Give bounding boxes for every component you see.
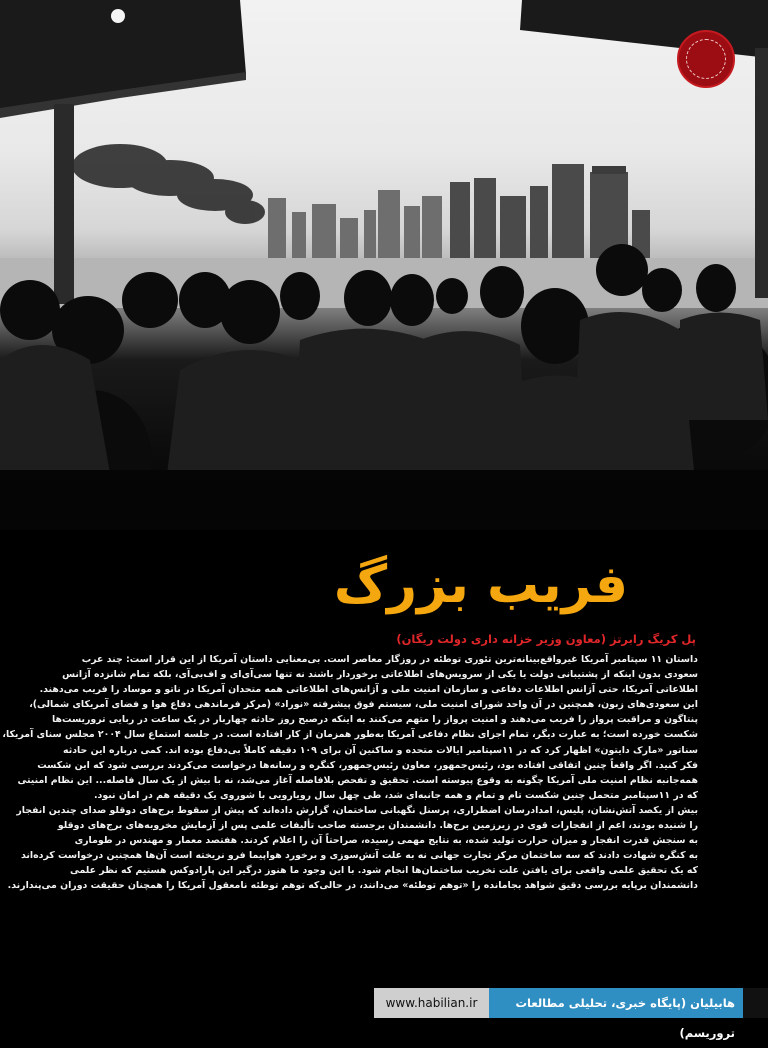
article-body	[2, 652, 698, 894]
body-line: سناتور «مارک دایتون» اظهار کرد که در ۱۱سپتامبر ایالات متحده و ساکنین آن برای ۱۰۹ دقیقه کاملاً بی‌دفاع بوده اند. کمی درباره این حادثه	[63, 744, 698, 756]
body-line: این سعودی‌های زبون، همچنین در آن واحد شورای امنیت ملی، سیستم فوق پیشرفته «نوراد» (مرکز فرماندهی دفاع هوا و فضای آمریکای شمالی)،	[29, 699, 698, 711]
body-line: به سنجش قدرت انفجار و میزان حرارت تولید شده، به نتایج مهمی رسیده، صراحتاً آن را اعلام کردند. هفتصد معمار و مهندس در طوماری	[74, 835, 698, 847]
footer-bar	[0, 986, 768, 1040]
habilian-logo-icon	[743, 988, 768, 1018]
body-line: فکر کنید. اگر واقعاً چنین اتفاقی افتاده بود، رئیس‌جمهور، معاون رئیس‌جمهور، کنگره و رسانه‌ها درخواست می‌کردند بررسی شود که این شکست	[37, 759, 698, 771]
body-line: سعودی بدون اینکه از پشتیبانی دولت یا یکی از سرویس‌های اطلاعاتی برخوردار باشند نه تنها سی‌آی‌ای و اف‌بی‌آی، بلکه تمام شانزده آژانس	[62, 669, 698, 681]
seal-inner-ring	[686, 39, 726, 79]
organization-name: هابیلیان (پایگاه خبری، تحلیلی مطالعات تروریسم)	[489, 988, 743, 1018]
article-title: فریب بزرگ	[333, 555, 628, 615]
body-line: شکست خورده است؛ به عبارت دیگر، تمام اجزای نظام دفاعی آمریکا به‌طور همزمان از کار افتاده است. در جلسه استماع سال ۲۰۰۴ مجلس سنای آمریکا،	[2, 729, 698, 741]
body-line: را شنیده بودند، اعم از انفجارات قوی در زیرزمین برج‌ها. دانشمندان برجسته صاحب تألیفات علمی پس از آزمایش مخروبه‌های برج‌های دوقلو	[57, 820, 698, 832]
body-line: داستان ۱۱ سپتامبر آمریکا غیرواقع‌بینانه‌ترین تئوری توطئه در روزگار معاصر است. بی‌معنایی داستان آمریکا از این قرار است: چند عرب	[81, 654, 698, 665]
body-line: دانشمندان برپایه بررسی دقیق شواهد بجامانده را «توهم توطئه» می‌دانند، در حالی‌که توهم توطئه نامعقول آمریکا را همچنان حقیقت دوران می‌پندارند.	[7, 880, 698, 892]
body-line: پنتاگون و مراقبت پرواز را فریب می‌دهند و امنیت پرواز را متهم می‌کنند به اینکه درصبح روز حادثه چهاربار در یک ساعت در ربایی تروریست‌ها	[52, 714, 698, 726]
body-line: به کنگره شهادت دادند که سه ساختمان مرکز تجارت جهانی نه به علت آتش‌سوزی و برخورد هواپیما فرو نریخته است آن‌ها همچنین درخواست کرده‌اند	[20, 850, 698, 862]
body-line: که در ۱۱سپتامبر متحمل چنین شکست تام و تمام و همه جانبه‌ای شد، طی چهل سال رویارویی با شوروی یک دقیقه هم در امان نبود.	[93, 789, 698, 801]
website-link[interactable]: www.habilian.ir	[374, 988, 489, 1018]
article-subtitle: پل کریگ رابرتز (معاون وزیر خزانه داری دولت ریگان)	[396, 632, 696, 646]
body-line: همه‌جانبه نظام امنیت ملی آمریکا چگونه به وقوع پیوسته است. تحقیق و تفحص بلافاصله آغاز می‌شد، نه با بیش از یک سال فاصله... این نظام امنیتی	[17, 774, 698, 786]
body-line: که یک تحقیق علمی واقعی برای یافتن علت تخریب ساختمان‌ها انجام شود. با این وجود ما هنوز درگیر این پارادوکس هستیم که نظر علمی	[70, 865, 698, 877]
body-line: اطلاعاتی آمریکا، حتی آژانس اطلاعات دفاعی و سازمان امنیت ملی و آژانس‌های اطلاعاتی همه متحدان آمریکا در ناتو و موساد را فریب می‌دهند.	[39, 684, 698, 696]
seal-logo	[677, 30, 735, 88]
body-line: بیش از یکصد آتش‌نشان، پلیس، امدادرسان اضطراری، پرسنل نگهبانی ساختمان، گزارش داده‌اند که پیش از سقوط برج‌های دوقلو صدای چندین انفجار	[16, 804, 698, 816]
